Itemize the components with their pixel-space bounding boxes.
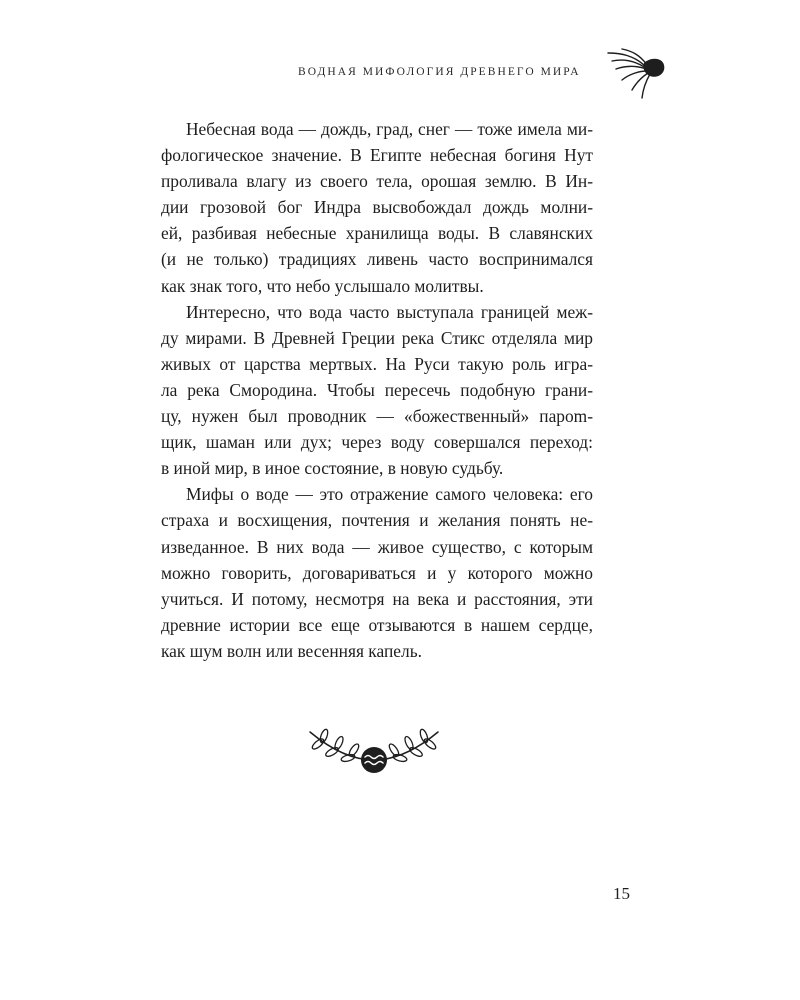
laurel-wave-divider-icon <box>304 722 444 774</box>
text-line: фологическое значение. В Египте небесная богиня Нут <box>161 145 593 166</box>
text-line: в иной мир, в иное состояние, в новую судьбу. <box>161 458 504 479</box>
text-line: щик, шаман или дух; через воду совершался переход: <box>161 432 593 453</box>
water-creature-ornament-icon <box>606 47 668 101</box>
text-line: живых от царства мертвых. На Руси такую роль игра- <box>161 353 593 374</box>
text-line: можно говорить, договариваться и у которого можно <box>161 562 593 583</box>
text-line: дии грозовой бог Индра высвобождал дождь молни- <box>161 197 593 218</box>
body-text <box>161 116 593 664</box>
text-line: Небесная вода — дождь, град, снег — тоже имела ми- <box>186 119 593 139</box>
text-line: (и не только) традициях ливень часто воспринимался <box>161 249 593 270</box>
text-line: древние истории все еще отзываются в нашем сердце, <box>161 614 593 635</box>
text-line: ей, разбивая небесные хранилища воды. В славянских <box>161 223 593 244</box>
text-line: ла река Смородина. Чтобы пересечь подобную грани- <box>161 379 593 400</box>
text-line: цу, нужен был проводник — «божественный» пароm- <box>161 406 593 427</box>
text-line: проливала влагу из своего тела, орошая землю. В Ин- <box>161 171 593 192</box>
text-line: Интересно, что вода часто выступала границей меж- <box>186 301 593 322</box>
text-line: страха и восхищения, почтения и желания понять не- <box>161 510 593 531</box>
text-line: как знак того, что небо услышало молитвы. <box>161 275 484 296</box>
running-head: ВОДНАЯ МИФОЛОГИЯ ДРЕВНЕГО МИРА <box>298 66 581 78</box>
text-line: как шум волн или весенняя капель. <box>161 640 422 661</box>
text-line: ду мирами. В Древней Греции река Стикс отделяла мир <box>161 327 593 348</box>
text-line: Мифы о воде — это отражение самого человека: его <box>186 484 593 505</box>
text-line: учиться. И потому, несмотря на века и расстояния, эти <box>161 588 593 609</box>
page-number: 15 <box>613 884 630 903</box>
text-line: изведанное. В них вода — живое существо, с которым <box>161 536 593 557</box>
